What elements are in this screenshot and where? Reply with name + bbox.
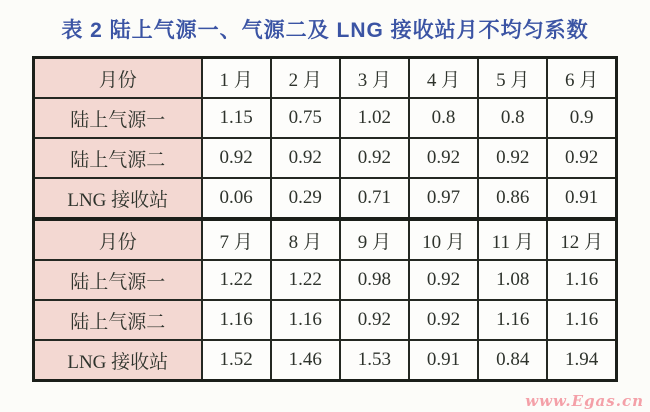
value-cell: 1.15 xyxy=(202,98,271,138)
month-header-cell: 6 月 xyxy=(547,58,616,99)
value-cell: 1.08 xyxy=(478,260,547,300)
value-cell: 1.22 xyxy=(202,260,271,300)
row-label-cell: LNG 接收站 xyxy=(34,178,202,219)
month-header-cell: 8 月 xyxy=(271,219,340,260)
value-cell: 1.16 xyxy=(547,260,616,300)
month-header-cell: 7 月 xyxy=(202,219,271,260)
row-label-cell: 月份 xyxy=(34,219,202,260)
value-cell: 0.92 xyxy=(271,138,340,178)
value-cell: 1.02 xyxy=(340,98,409,138)
month-header-cell: 3 月 xyxy=(340,58,409,99)
table-row xyxy=(34,260,617,300)
value-cell: 0.75 xyxy=(271,98,340,138)
value-cell: 0.86 xyxy=(478,178,547,219)
value-cell: 0.91 xyxy=(409,340,478,381)
value-cell: 0.98 xyxy=(340,260,409,300)
month-header-cell: 1 月 xyxy=(202,58,271,99)
value-cell: 0.92 xyxy=(478,138,547,178)
value-cell: 0.9 xyxy=(547,98,616,138)
value-cell: 1.16 xyxy=(478,300,547,340)
value-cell: 0.92 xyxy=(547,138,616,178)
value-cell: 0.92 xyxy=(409,300,478,340)
value-cell: 0.84 xyxy=(478,340,547,381)
table-row xyxy=(34,178,617,219)
table-row xyxy=(34,98,617,138)
row-label-cell: 陆上气源二 xyxy=(34,300,202,340)
month-header-cell: 4 月 xyxy=(409,58,478,99)
value-cell: 1.46 xyxy=(271,340,340,381)
value-cell: 0.91 xyxy=(547,178,616,219)
value-cell: 0.92 xyxy=(202,138,271,178)
value-cell: 0.8 xyxy=(409,98,478,138)
month-header-cell: 9 月 xyxy=(340,219,409,260)
value-cell: 0.92 xyxy=(340,138,409,178)
row-label-cell: 月份 xyxy=(34,58,202,99)
coefficient-table-container xyxy=(32,56,618,382)
value-cell: 1.53 xyxy=(340,340,409,381)
month-header-cell: 2 月 xyxy=(271,58,340,99)
value-cell: 0.71 xyxy=(340,178,409,219)
table-row xyxy=(34,58,617,99)
row-label-cell: LNG 接收站 xyxy=(34,340,202,381)
table-row xyxy=(34,219,617,260)
month-header-cell: 5 月 xyxy=(478,58,547,99)
value-cell: 0.92 xyxy=(340,300,409,340)
coefficient-table-body xyxy=(34,58,617,381)
table-row xyxy=(34,340,617,381)
month-header-cell: 12 月 xyxy=(547,219,616,260)
page-title: 表 2 陆上气源一、气源二及 LNG 接收站月不均匀系数 xyxy=(61,19,589,42)
value-cell: 0.97 xyxy=(409,178,478,219)
value-cell: 1.16 xyxy=(202,300,271,340)
row-label-cell: 陆上气源一 xyxy=(34,98,202,138)
value-cell: 0.29 xyxy=(271,178,340,219)
month-header-cell: 11 月 xyxy=(478,219,547,260)
value-cell: 1.22 xyxy=(271,260,340,300)
table-row xyxy=(34,300,617,340)
table-row xyxy=(34,138,617,178)
value-cell: 0.8 xyxy=(478,98,547,138)
month-header-cell: 10 月 xyxy=(409,219,478,260)
coefficient-table xyxy=(32,56,618,382)
row-label-cell: 陆上气源一 xyxy=(34,260,202,300)
value-cell: 1.16 xyxy=(271,300,340,340)
value-cell: 1.52 xyxy=(202,340,271,381)
value-cell: 0.06 xyxy=(202,178,271,219)
value-cell: 1.16 xyxy=(547,300,616,340)
value-cell: 0.92 xyxy=(409,260,478,300)
watermark: www.Egas.cn xyxy=(525,392,644,410)
row-label-cell: 陆上气源二 xyxy=(34,138,202,178)
value-cell: 0.92 xyxy=(409,138,478,178)
value-cell: 1.94 xyxy=(547,340,616,381)
